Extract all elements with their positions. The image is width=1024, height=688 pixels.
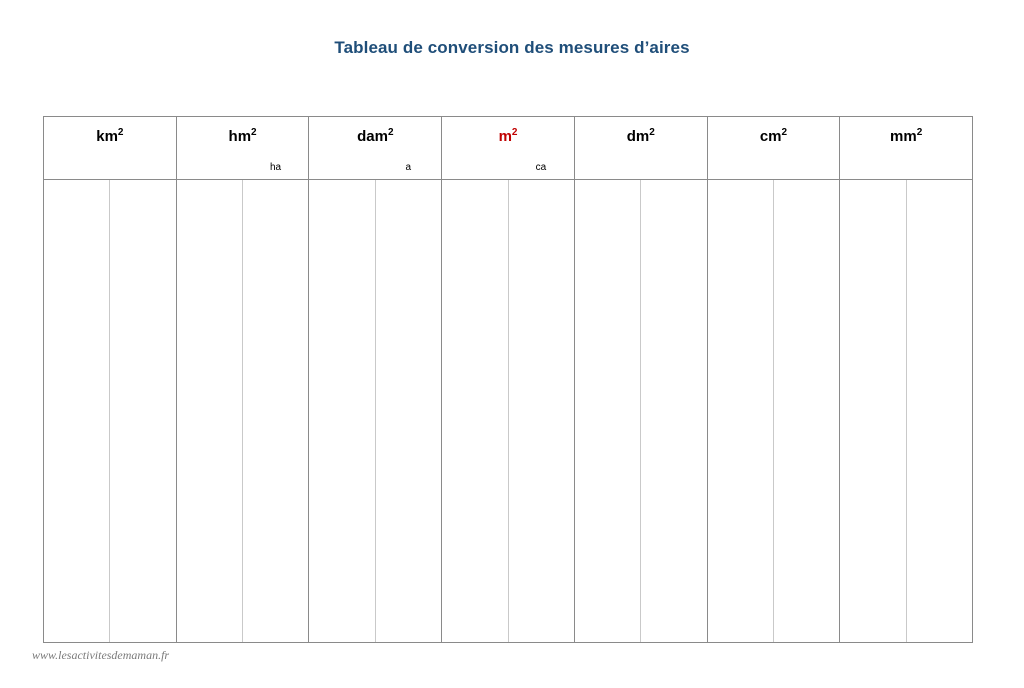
unit-column-dam2 [309, 117, 442, 179]
unit-symbol-exponent: 2 [117, 127, 124, 138]
table-cell[interactable] [641, 180, 706, 642]
body-column-mm2 [840, 180, 972, 642]
unit-symbol-base: dm [626, 128, 650, 145]
unit-symbol-exponent: 2 [916, 127, 923, 138]
body-column-cm2 [708, 180, 841, 642]
table-cell[interactable] [309, 180, 375, 642]
footer-credit: www.lesactivitesdemaman.fr [32, 648, 170, 662]
table-cell[interactable] [177, 180, 243, 642]
body-column-m2 [442, 180, 575, 642]
unit-symbol-hm2 [177, 128, 309, 145]
unit-alt-dam2: a [405, 162, 411, 173]
table-cell[interactable] [575, 180, 641, 642]
unit-symbol-km2 [44, 128, 176, 145]
unit-column-hm2 [177, 117, 310, 179]
unit-column-dm2 [575, 117, 708, 179]
body-column-dam2 [309, 180, 442, 642]
table-cell[interactable] [774, 180, 839, 642]
unit-symbol-m2 [442, 128, 574, 145]
unit-symbol-dam2 [309, 128, 441, 145]
page-title-text: Tableau de conversion des mesures d’aires [334, 38, 690, 57]
unit-column-km2 [44, 117, 177, 179]
table-cell[interactable] [44, 180, 110, 642]
unit-symbol-mm2 [840, 128, 972, 145]
table-cell[interactable] [243, 180, 308, 642]
unit-symbol-base: km [96, 128, 118, 145]
unit-alt-hm2: ha [269, 162, 282, 173]
table-cell[interactable] [376, 180, 441, 642]
unit-symbol-base: cm [759, 128, 782, 145]
body-column-km2 [44, 180, 177, 642]
body-column-dm2 [575, 180, 708, 642]
unit-column-m2 [442, 117, 575, 179]
conversion-table [43, 116, 973, 643]
unit-column-cm2 [708, 117, 841, 179]
table-cell[interactable] [708, 180, 774, 642]
unit-column-mm2 [840, 117, 972, 179]
unit-symbol-exponent: 2 [781, 127, 788, 138]
unit-symbol-base: m [498, 128, 512, 145]
unit-symbol-exponent: 2 [649, 127, 655, 138]
unit-symbol-base: mm [890, 128, 917, 145]
unit-symbol-exponent: 2 [251, 127, 257, 138]
table-body [44, 180, 972, 642]
table-cell[interactable] [442, 180, 508, 642]
unit-symbol-cm2 [708, 128, 840, 145]
unit-symbol-base: hm [228, 128, 252, 145]
unit-symbol-base: dam [357, 128, 388, 145]
unit-symbol-exponent: 2 [511, 127, 518, 138]
unit-symbol-dm2 [575, 128, 707, 145]
table-cell[interactable] [110, 180, 175, 642]
body-column-hm2 [177, 180, 310, 642]
unit-symbol-exponent: 2 [387, 127, 394, 138]
page-title [0, 38, 1024, 58]
table-cell[interactable] [907, 180, 972, 642]
table-header-row [44, 117, 972, 180]
unit-alt-m2: ca [535, 162, 547, 173]
table-cell[interactable] [509, 180, 574, 642]
table-cell[interactable] [840, 180, 906, 642]
